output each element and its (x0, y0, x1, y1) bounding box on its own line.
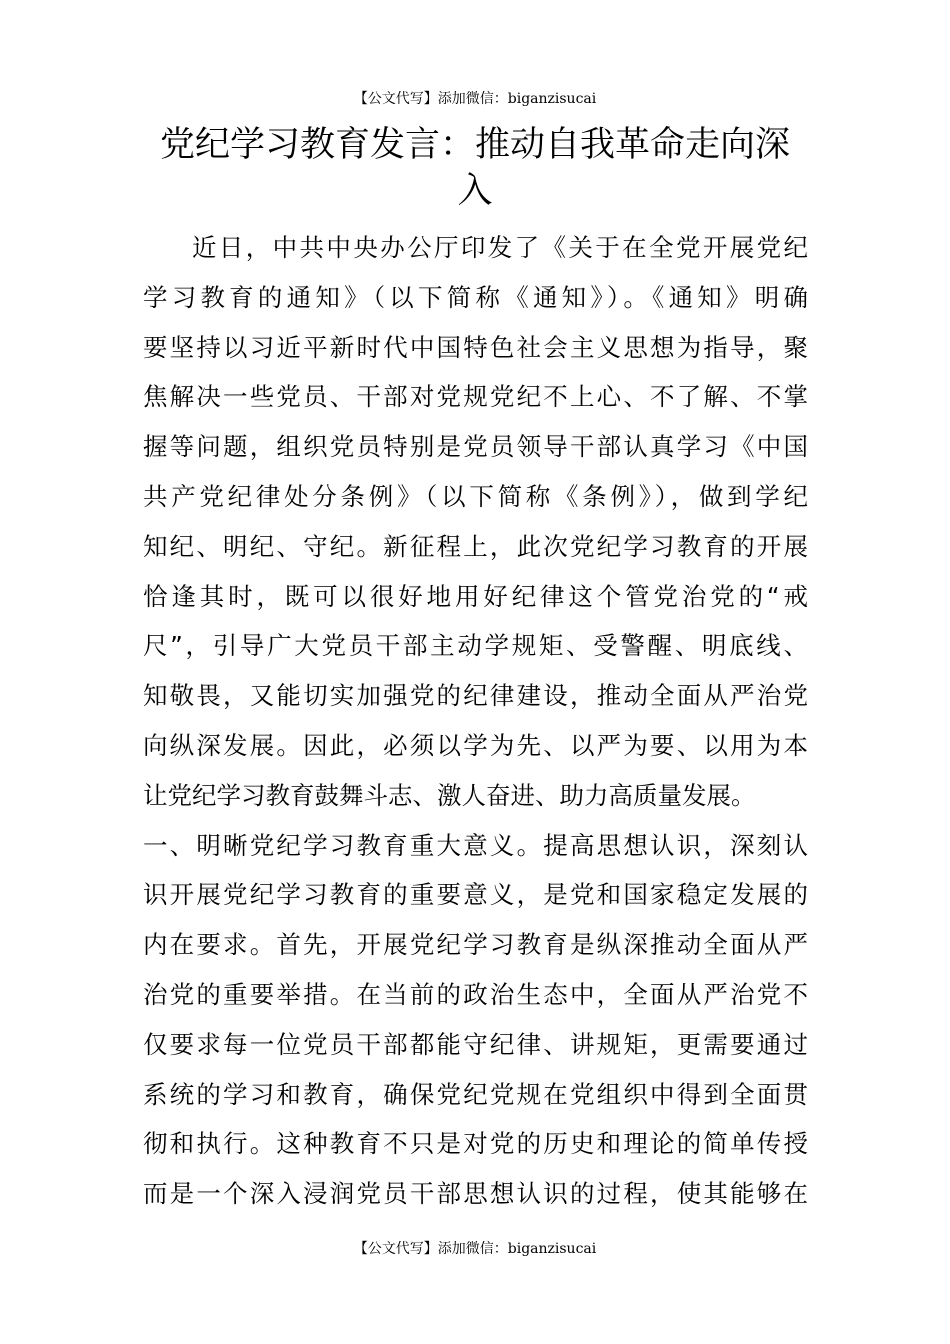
body-line: 尺”，引导广大党员干部主动学规矩、受警醒、明底线、 (143, 631, 808, 661)
body-line: 握等问题，组织党员特别是党员领导干部认真学习《中国 (143, 432, 808, 462)
body-line: 治党的重要举措。在当前的政治生态中，全面从严治党不 (143, 979, 808, 1009)
body-line: 仅要求每一位党员干部都能守纪律、讲规矩，更需要通过 (143, 1029, 808, 1059)
body-line: 学习教育的通知》（以下简称《通知》）。《通知》明确 (143, 282, 808, 312)
body-line: 识开展党纪学习教育的重要意义，是党和国家稳定发展的 (143, 880, 808, 910)
page-footer: 【公文代写】添加微信：biganzisucai (353, 1241, 597, 1257)
title-line-1: 党纪学习教育发言：推动自我革命走向深 (159, 125, 790, 165)
body-line: 要坚持以习近平新时代中国特色社会主义思想为指导，聚 (143, 332, 808, 362)
body-line: 知纪、明纪、守纪。新征程上，此次党纪学习教育的开展 (143, 531, 808, 561)
body-line: 内在要求。首先，开展党纪学习教育是纵深推动全面从严 (143, 930, 808, 960)
body-line: 恰逢其时，既可以很好地用好纪律这个管党治党的“戒 (143, 581, 808, 611)
body-line: 而是一个深入浸润党员干部思想认识的过程，使其能够在 (143, 1179, 808, 1209)
document-title (135, 122, 815, 214)
section-heading-line: 一、明晰党纪学习教育重大意义。提高思想认识，深刻认 (143, 830, 808, 860)
document-body (143, 223, 808, 1219)
body-line: 彻和执行。这种教育不只是对党的历史和理论的简单传授 (143, 1129, 808, 1159)
body-line: 知敬畏，又能切实加强党的纪律建设，推动全面从严治党 (143, 681, 808, 711)
body-line: 让党纪学习教育鼓舞斗志、激人奋进、助力高质量发展。 (143, 780, 756, 810)
body-line: 系统的学习和教育，确保党纪党规在党组织中得到全面贯 (143, 1079, 808, 1109)
body-line: 向纵深发展。因此，必须以学为先、以严为要、以用为本 (143, 730, 808, 760)
body-line: 共产党纪律处分条例》（以下简称《条例》），做到学纪 (143, 481, 808, 511)
body-line: 焦解决一些党员、干部对党规党纪不上心、不了解、不掌 (143, 382, 808, 412)
page-header: 【公文代写】添加微信：biganzisucai (353, 91, 597, 107)
title-line-2: 入 (457, 171, 493, 211)
body-line: 近日，中共中央办公厅印发了《关于在全党开展党纪 (192, 233, 808, 262)
